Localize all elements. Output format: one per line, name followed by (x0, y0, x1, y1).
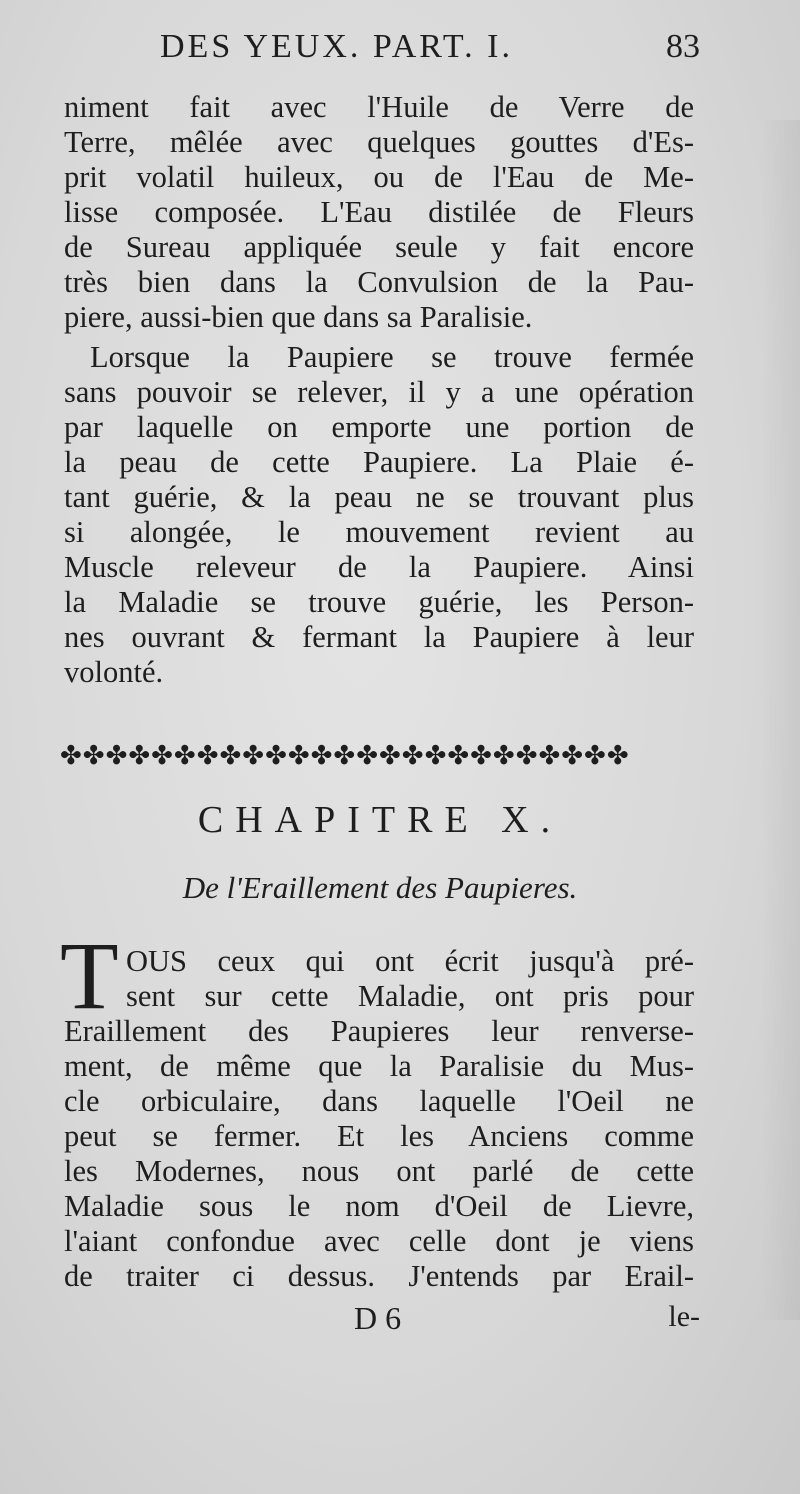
text-line: la peau de cette Paupiere. La Plaie é- (64, 445, 694, 479)
text-line: peut se fermer. Et les Anciens comme (64, 1119, 694, 1153)
text-line: Lorsque la Paupiere se trouve fermée (90, 340, 694, 374)
text-line: niment fait avec l'Huile de Verre de (64, 90, 694, 124)
running-head: DES YEUX. PART. I. (160, 28, 513, 65)
text-line: Muscle releveur de la Paupiere. Ainsi (64, 550, 694, 584)
text-line: cle orbiculaire, dans laquelle l'Oeil ne (64, 1084, 694, 1118)
text-line: Terre, mêlée avec quelques gouttes d'Es- (64, 125, 694, 159)
signature-mark: D 6 (354, 1300, 402, 1336)
catchword: le- (668, 1300, 700, 1333)
paragraph-2 (64, 340, 694, 690)
text-line: piere, aussi-bien que dans sa Paralisie. (64, 300, 533, 334)
paragraph-3 (64, 1014, 694, 1294)
text-line: l'aiant confondue avec celle dont je viens (64, 1224, 694, 1258)
page-number: 83 (666, 28, 700, 65)
text-line: volonté. (64, 655, 164, 689)
show-through-shadow (760, 120, 800, 1320)
text-line: si alongée, le mouvement revient au (64, 515, 694, 549)
text-line: sent sur cette Maladie, ont pris pour (126, 979, 694, 1013)
paragraph-3-opening (126, 944, 694, 1014)
text-line: tant guérie, & la peau ne se trouvant plus (64, 480, 694, 514)
text-line: par laquelle on emporte une portion de (64, 410, 694, 444)
text-line: la Maladie se trouve guérie, les Person- (64, 585, 694, 619)
page-header (60, 28, 700, 72)
text-line: OUS ceux qui ont écrit jusqu'à pré- (126, 944, 694, 978)
drop-cap: T (60, 922, 119, 1029)
text-line: ment, de même que la Paralisie du Mus- (64, 1049, 694, 1083)
text-line: sans pouvoir se relever, il y a une opération (64, 375, 694, 409)
paragraph-1 (64, 90, 694, 335)
text-line: Maladie sous le nom d'Oeil de Lievre, (64, 1189, 694, 1223)
text-line: prit volatil huileux, ou de l'Eau de Me- (64, 160, 694, 194)
ornamental-rule: ✤✤✤✤✤✤✤✤✤✤✤✤✤✤✤✤✤✤✤✤✤✤✤✤✤ (60, 741, 630, 771)
text-line: très bien dans la Convulsion de la Pau- (64, 265, 694, 299)
text-line: nes ouvrant & fermant la Paupiere à leur (64, 620, 694, 654)
text-line: les Modernes, nous ont parlé de cette (64, 1154, 694, 1188)
text-line: de traiter ci dessus. J'entends par Erail- (64, 1259, 694, 1293)
chapter-title: CHAPITRE X. (197, 799, 563, 841)
text-line: Eraillement des Paupieres leur renverse- (64, 1014, 694, 1048)
text-line: de Sureau appliquée seule y fait encore (64, 230, 694, 264)
chapter-subtitle: De l'Eraillement des Paupieres. (182, 870, 578, 905)
text-line: lisse composée. L'Eau distilée de Fleurs (64, 195, 694, 229)
